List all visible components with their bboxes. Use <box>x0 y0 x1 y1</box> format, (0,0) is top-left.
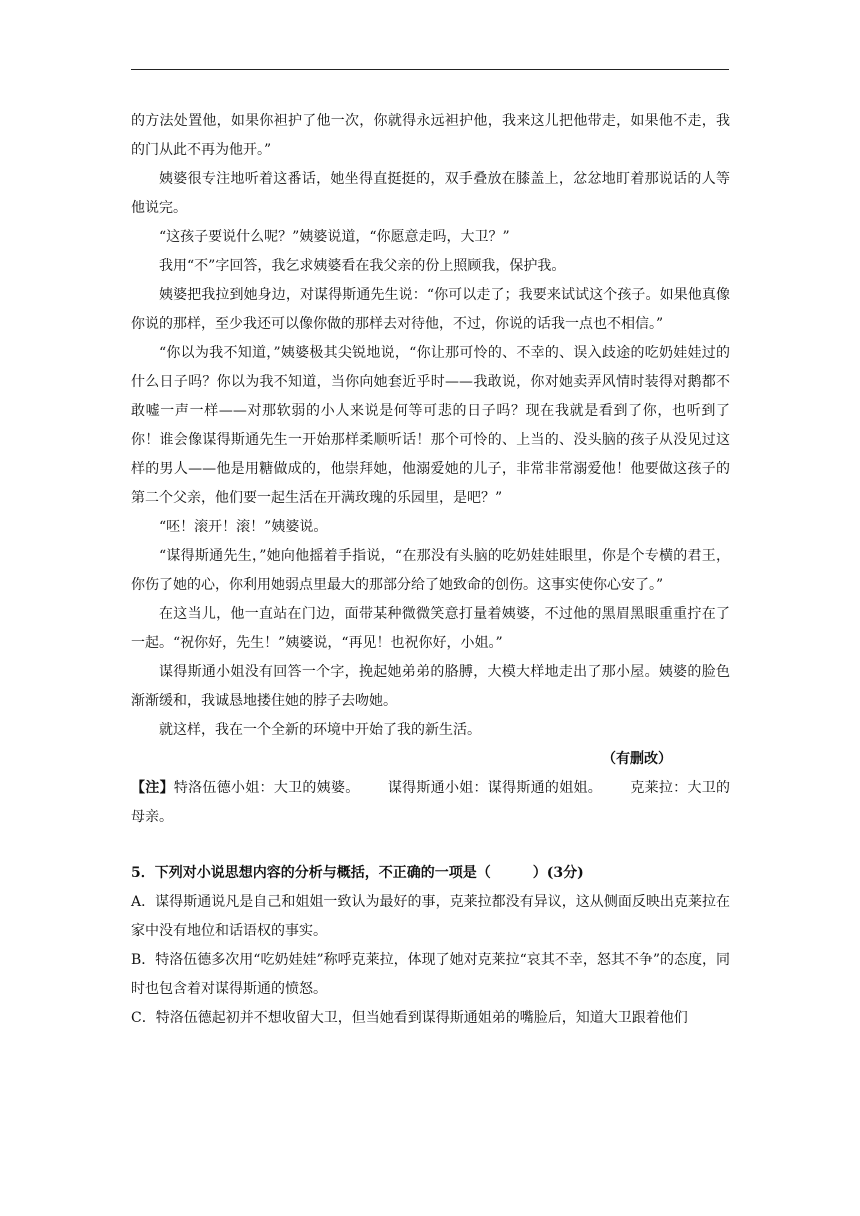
paragraph-6: “你以为我不知道，”姨婆极其尖锐地说，“你让那可怜的、不幸的、误入歧途的吃奶娃娃过的什么日子吗？你以为我不知道，当你向她套近乎时——我敢说，你对她卖弄风情时装得对鹅都不敢嘘一声一样——对那软弱的小人来说是何等可悲的日子吗？现在我就是看到了你，也听到了你！谁会像谋得斯通先生一开始那样柔顺听话！那个可怜的、上当的、没头脑的孩子从没见过这样的男人——他是用糖做成的，他崇拜她，他溺爱她的儿子，非常非常溺爱他！他要做这孩子的第二个父亲，他们要一起生活在开满玫瑰的乐园里，是吧？” <box>131 345 730 506</box>
paragraph-2: 姨婆很专注地听着这番话，她坐得直挺挺的，双手叠放在膝盖上，忿忿地盯着那说话的人等他说完。 <box>131 171 730 216</box>
source-note: （有删改） <box>602 751 672 767</box>
paragraph-10: 谋得斯通小姐没有回答一个字，挽起她弟弟的胳膊，大模大样地走出了那小屋。姨婆的脸色渐渐缓和，我诚恳地搂住她的脖子去吻她。 <box>131 664 730 709</box>
option-b: B．特洛伍德多次用“吃奶娃娃”称呼克莱拉，体现了她对克莱拉“哀其不幸，怒其不争”的态度，同时也包含着对谋得斯通的愤怒。 <box>131 952 730 997</box>
paragraph-9: 在这当儿，他一直站在门边，面带某种微微笑意打量着姨婆，不过他的黑眉黑眼重重拧在了一起。“祝你好，先生！”姨婆说，“再见！也祝你好，小姐。” <box>131 606 730 651</box>
paragraph-4: 我用“不”字回答，我乞求姨婆看在我父亲的份上照顾我，保护我。 <box>159 258 566 274</box>
paragraph-8: “谋得斯通先生，”她向他摇着手指说，“在那没有头脑的吃奶娃娃眼里，你是个专横的君王，你伤了她的心，你利用她弱点里最大的那部分给了她致命的创伤。这事实使你心安了。” <box>131 548 730 593</box>
note-item-1: 特洛伍德小姐：大卫的姨婆。 <box>173 780 360 796</box>
option-a: A．谋得斯通说凡是自己和姐姐一致认为最好的事，克莱拉都没有异议，这从侧面反映出克莱拉在家中没有地位和话语权的事实。 <box>131 894 730 939</box>
question-stem: 5．下列对小说思想内容的分析与概括，不正确的一项是（ ）(3分) <box>131 865 584 881</box>
annotation-note <box>131 774 730 832</box>
note-item-2: 谋得斯通小姐：谋得斯通的姐姐。 <box>387 780 603 796</box>
option-c: C．特洛伍德起初并不想收留大卫，但当她看到谋得斯通姐弟的嘴脸后，知道大卫跟着他们 <box>131 1010 688 1026</box>
header-rule <box>131 69 729 70</box>
paragraph-7: “呸！滚开！滚！”姨婆说。 <box>159 519 328 535</box>
note-label: 【注】 <box>131 780 174 796</box>
note-item-3: 克莱拉：大卫的母亲。 <box>131 780 731 825</box>
paragraph-5: 姨婆把我拉到她身边，对谋得斯通先生说：“你可以走了；我要来试试这个孩子。如果他真像你说的那样，至少我还可以像你做的那样去对待他，不过，你说的话我一点也不相信。” <box>131 287 730 332</box>
paragraph-1: 的方法处置他，如果你袒护了他一次，你就得永远袒护他，我来这儿把他带走，如果他不走，我的门从此不再为他开。” <box>131 113 730 158</box>
document-body <box>131 107 730 1033</box>
paragraph-3: “这孩子要说什么呢？”姨婆说道，“你愿意走吗，大卫？” <box>159 229 510 245</box>
paragraph-11: 就这样，我在一个全新的环境中开始了我的新生活。 <box>159 722 481 738</box>
